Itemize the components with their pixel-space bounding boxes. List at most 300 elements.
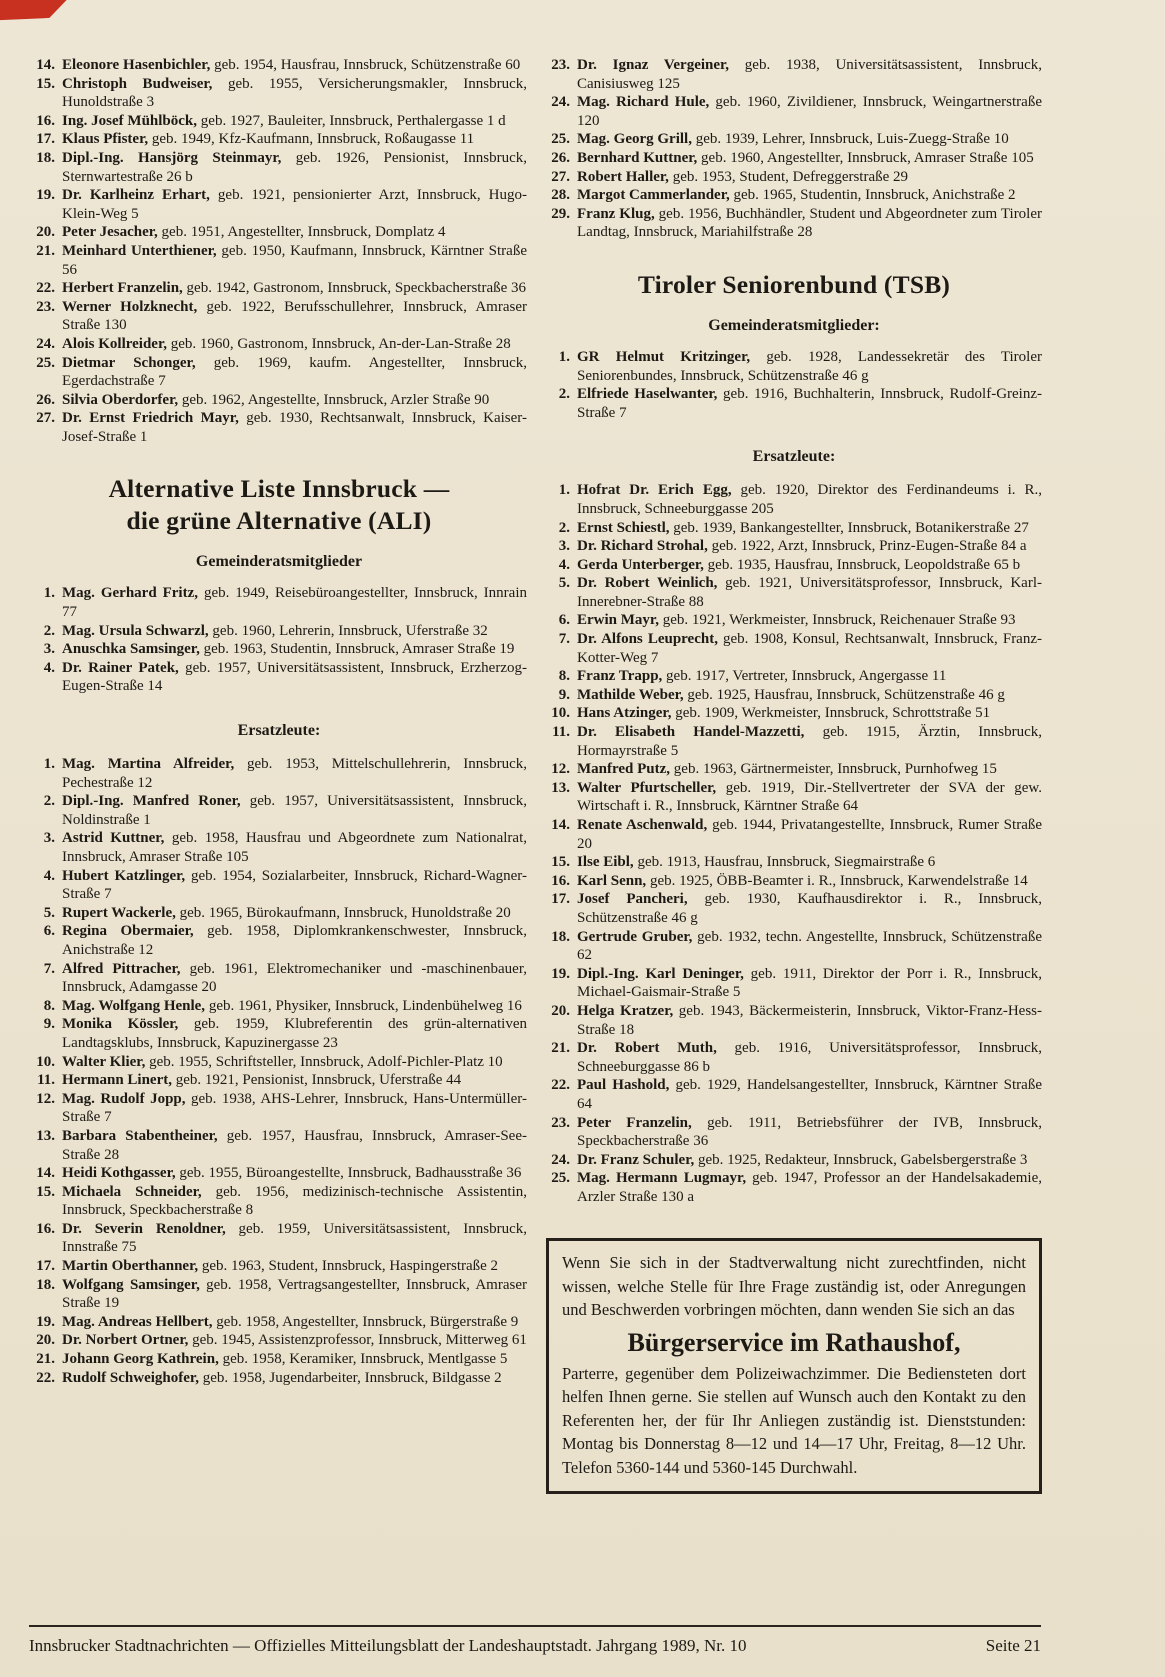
red-corner-mark [0,0,77,25]
notice-body-text: Parterre, gegenüber dem Polizeiwachzimmer. Die Bediensteten dort helfen Ihnen gerne. Sie stellen auf Wunsch auch den Kontakt zu den Referenten her, der für Ihr Anliegen zuständig ist. Dienststunden: Montag bis Donnerstag 8—12 und 14—17 Uhr, Freitag, 8—12 Uhr. Telefon 5360-144 und 5360-145 Durchwahl. [562,1363,1026,1477]
item-details: geb. 1958, Keramiker, Innsbruck, Mentlgasse 5 [218,1351,508,1368]
candidate-item [546,686,1042,705]
item-details: geb. 1959, Klubreferentin des grün-alternativen Landtagsklubs, Innsbruck, Kapuzinergasse 23 [62,1016,528,1051]
tsb-section-heading: Tiroler Seniorenbund (TSB) [637,269,951,299]
candidate-item [31,130,527,149]
candidate-item [31,1164,527,1183]
item-number: 28. [551,187,570,204]
item-number: 1. [558,348,570,365]
item-name: Paul Hashold, [577,1077,670,1094]
candidate-item [31,354,527,391]
candidate-item [31,1071,527,1090]
item-details: geb. 1921, pensionierter Arzt, Innsbruck, Hugo-Klein-Weg 5 [62,187,527,222]
item-details: geb. 1953, Student, Defreggerstraße 29 [668,168,909,185]
ali-heading-line2: die grüne Alternative (ALI) [126,506,432,536]
item-number: 29. [551,205,570,222]
candidate-item [31,867,527,904]
item-details: geb. 1915, Ärztin, Innsbruck, Hormayrstraße 5 [577,724,1042,759]
candidate-item [31,186,527,223]
item-name: Dr. Richard Strohal, [577,538,708,555]
item-details: geb. 1922, Berufsschullehrer, Innsbruck, Amraser Straße 130 [62,298,527,334]
item-details: geb. 1930, Kaufhausdirektor i. R., Innsbruck, Schützenstraße 46 g [577,891,1043,926]
candidate-item [31,1350,527,1369]
item-number: 11. [552,724,570,741]
item-name: Barbara Stabentheiner, [62,1127,218,1144]
item-name: Karl Senn, [577,872,647,889]
item-number: 23. [36,298,55,315]
candidate-item [546,168,1042,187]
notice-title: Bürgerservice im Rathaushof, [627,1327,961,1357]
item-details: geb. 1961, Physiker, Innsbruck, Lindenbühelweg 16 [205,997,522,1014]
item-name: Herbert Franzelin, [62,280,183,297]
item-details: geb. 1960, Angestellter, Innsbruck, Amraser Straße 105 [697,149,1034,166]
candidate-item [31,584,527,621]
right-column [546,56,1042,1494]
candidate-item [31,1257,527,1276]
item-details: geb. 1919, Dir.-Stellvertreter der SVA der gew. Wirtschaft i. R., Innsbruck, Kärntner Straße 64 [577,779,1042,815]
item-number: 25. [551,1170,570,1187]
candidate-item [546,56,1042,93]
item-number: 21. [36,1351,55,1368]
item-number: 26. [551,149,570,166]
item-number: 23. [551,57,570,73]
item-details: geb. 1939, Lehrer, Innsbruck, Luis-Zuegg-Straße 10 [691,131,1009,148]
item-name: Mag. Gerhard Fritz, [62,585,198,602]
item-name: Heidi Kothgasser, [62,1165,176,1182]
candidate-item [31,1331,527,1350]
item-number: 15. [36,1183,55,1200]
candidate-item [546,130,1042,149]
item-name: Dr. Karlheinz Erhart, [62,187,210,204]
tsb-members-list [546,348,1042,422]
item-details: geb. 1961, Elektromechaniker und -maschinenbauer, Innsbruck, Adamgasse 20 [62,960,527,996]
candidate-item [31,149,527,186]
item-name: Dr. Robert Weinlich, [577,575,718,592]
item-name: Dipl.-Ing. Manfred Roner, [62,793,241,810]
candidate-item [546,1151,1042,1170]
item-name: Mag. Richard Hule, [577,94,710,111]
item-details: geb. 1957, Universitätsassistent, Innsbruck, Noldinstraße 1 [62,793,527,828]
candidate-item [31,1053,527,1072]
item-number: 12. [36,1090,55,1107]
item-name: Dipl.-Ing. Karl Deninger, [577,965,744,982]
candidate-item [31,279,527,298]
candidate-item [546,853,1042,872]
candidate-item [546,760,1042,779]
item-name: Astrid Kuttner, [62,830,165,847]
item-name: Alfred Pittracher, [62,960,181,977]
item-name: Ilse Eibl, [577,854,634,871]
item-name: Peter Franzelin, [577,1114,692,1131]
item-details: geb. 1938, AHS-Lehrer, Innsbruck, Hans-Untermüller-Straße 7 [62,1090,527,1126]
item-number: 21. [36,242,55,259]
item-number: 1. [43,756,55,773]
candidate-item [546,186,1042,205]
item-name: Mag. Wolfgang Henle, [62,997,206,1014]
item-details: geb. 1962, Angestellte, Innsbruck, Arzler Straße 90 [178,391,490,408]
candidate-item [31,659,527,696]
item-number: 24. [551,94,570,111]
item-name: Walter Pfurtscheller, [577,779,717,796]
item-number: 25. [36,354,55,371]
ali-members-list [31,584,527,696]
item-number: 16. [36,112,55,129]
item-number: 13. [551,779,570,796]
item-name: Erwin Mayr, [577,612,659,629]
item-name: Hubert Katzlinger, [62,867,186,884]
item-number: 18. [551,928,570,945]
item-number: 24. [36,335,55,352]
item-details: geb. 1939, Bankangestellter, Innsbruck, Botanikerstraße 27 [669,519,1029,536]
item-number: 10. [36,1053,55,1070]
item-number: 15. [36,75,55,92]
item-name: Margot Cammerlander, [577,187,730,204]
item-details: geb. 1932, techn. Angestellte, Innsbruck, Schützenstraße 62 [577,928,1042,964]
item-details: geb. 1955, Versicherungsmakler, Innsbruck, Hunoldstraße 3 [62,75,527,111]
item-name: Monika Kössler, [62,1016,179,1033]
item-details: geb. 1917, Vertreter, Innsbruck, Angergasse 11 [662,668,947,685]
item-number: 3. [558,538,570,555]
item-details: geb. 1957, Hausfrau, Innsbruck, Amraser-See-Straße 28 [62,1127,527,1163]
item-number: 23. [551,1114,570,1131]
item-name: Franz Klug, [577,205,655,222]
item-name: Ernst Schiestl, [577,519,670,536]
item-name: GR Helmut Kritzinger, [577,348,751,365]
item-name: Martin Oberthanner, [62,1258,199,1275]
item-number: 25. [551,131,570,148]
item-details: geb. 1930, Rechtsanwalt, Innsbruck, Kaiser-Josef-Straße 1 [62,410,527,445]
page-content [31,56,1042,1494]
item-number: 22. [551,1077,570,1094]
item-number: 7. [43,960,55,977]
ali-substitutes-continued [546,56,1042,242]
candidate-item [546,611,1042,630]
item-name: Mag. Andreas Hellbert, [62,1313,213,1330]
candidate-item [546,1114,1042,1151]
candidate-item [546,93,1042,130]
item-name: Meinhard Unterthiener, [62,242,217,259]
item-name: Dr. Alfons Leuprecht, [577,631,718,648]
tsb-substitutes-heading: Ersatzleute: [752,448,836,466]
item-details: geb. 1954, Hausfrau, Innsbruck, Schützenstraße 60 [210,57,521,73]
item-name: Mathilde Weber, [577,686,684,703]
item-name: Dr. Ignaz Vergeiner, [577,57,730,73]
item-number: 27. [551,168,570,185]
item-name: Renate Aschenwald, [577,817,708,833]
item-name: Dr. Norbert Ortner, [62,1332,189,1349]
item-number: 7. [558,631,570,648]
item-details: geb. 1911, Betriebsführer der IVB, Innsbruck, Speckbacherstraße 36 [577,1114,1043,1150]
item-name: Ing. Josef Mühlböck, [62,112,198,129]
item-number: 13. [36,1127,55,1144]
item-details: geb. 1927, Bauleiter, Innsbruck, Perthalergasse 1 d [197,112,506,129]
item-details: geb. 1913, Hausfrau, Innsbruck, Siegmairstraße 6 [633,854,936,871]
candidate-item [31,960,527,997]
item-name: Hans Atzinger, [577,705,672,722]
item-details: geb. 1911, Direktor der Porr i. R., Innsbruck, Michael-Gaismair-Straße 5 [577,965,1042,1001]
candidate-item [546,205,1042,242]
item-name: Hermann Linert, [62,1072,172,1089]
item-details: geb. 1949, Kfz-Kaufmann, Innsbruck, Roßaugasse 11 [148,131,475,148]
item-number: 15. [551,854,570,871]
item-details: geb. 1925, Redakteur, Innsbruck, Gabelsbergerstraße 3 [694,1151,1028,1168]
item-details: geb. 1950, Kaufmann, Innsbruck, Kärntner Straße 56 [62,242,527,278]
item-name: Rupert Wackerle, [62,904,176,921]
item-details: geb. 1960, Gastronom, Innsbruck, An-der-Lan-Straße 28 [167,335,511,352]
candidate-item [31,1090,527,1127]
item-number: 14. [36,57,55,73]
item-name: Franz Trapp, [577,668,663,685]
candidate-item [546,574,1042,611]
item-name: Mag. Ursula Schwarzl, [62,622,209,639]
item-details: geb. 1943, Bäckermeisterin, Innsbruck, Viktor-Franz-Hess-Straße 18 [577,1002,1042,1038]
candidate-item [31,1183,527,1220]
candidate-item [546,816,1042,853]
footer-page-number: Seite 21 [985,1636,1041,1655]
item-details: geb. 1955, Büroangestellte, Innsbruck, Badhausstraße 36 [175,1165,522,1182]
item-details: geb. 1951, Angestellter, Innsbruck, Domplatz 4 [157,224,446,241]
item-details: geb. 1956, medizinisch-technische Assistentin, Innsbruck, Speckbacherstraße 8 [62,1183,527,1219]
footer-imprint: Innsbrucker Stadtnachrichten — Offizielles Mitteilungsblatt der Landeshauptstadt. Jahrgang 1989, Nr. 10 [29,1636,747,1655]
item-name: Manfred Putz, [577,761,671,778]
item-details: geb. 1953, Mittelschullehrerin, Innsbruck, Pechestraße 12 [62,756,527,791]
item-name: Hofrat Dr. Erich Egg, [577,482,732,499]
item-name: Robert Haller, [577,168,669,185]
candidate-item [546,1169,1042,1206]
item-details: geb. 1935, Hausfrau, Innsbruck, Leopoldstraße 65 b [703,556,1021,573]
item-number: 21. [551,1040,570,1057]
candidate-item [31,75,527,112]
item-details: geb. 1908, Konsul, Rechtsanwalt, Innsbruck, Franz-Kotter-Weg 7 [577,631,1042,666]
item-number: 18. [36,1276,55,1293]
candidate-item [546,723,1042,760]
ali-substitutes-heading: Ersatzleute: [237,722,321,740]
candidate-item [546,556,1042,575]
item-name: Dipl.-Ing. Hansjörg Steinmayr, [62,149,282,166]
item-name: Eleonore Hasenbichler, [62,57,211,73]
item-details: geb. 1955, Schriftsteller, Innsbruck, Adolf-Pichler-Platz 10 [145,1053,503,1070]
item-details: geb. 1925, Hausfrau, Innsbruck, Schützenstraße 46 g [683,686,1005,703]
ali-heading-line1: Alternative Liste Innsbruck — [108,474,450,504]
notice-intro-text: Wenn Sie sich in der Stadtverwaltung nicht zurechtfinden, nicht wissen, welche Stelle für Ihre Frage zuständig ist, oder Anregungen und Beschwerden vorbringen möchten, dann wenden Sie sich an das [562,1253,1026,1320]
candidate-item [31,335,527,354]
item-details: geb. 1938, Universitätsassistent, Innsbruck, Canisiusweg 125 [577,57,1042,92]
item-details: geb. 1921, Werkmeister, Innsbruck, Reichenauer Straße 93 [658,612,1016,629]
item-number: 6. [43,923,55,940]
item-name: Peter Jesacher, [62,224,158,241]
item-number: 5. [43,904,55,921]
item-details: geb. 1947, Professor an der Handelsakademie, Arzler Straße 130 a [577,1170,1043,1205]
candidate-item [31,922,527,959]
item-name: Rudolf Schweighofer, [62,1369,199,1386]
candidate-item [31,1220,527,1257]
candidate-item [31,1313,527,1332]
item-number: 2. [558,519,570,536]
candidate-list-continued [31,56,527,446]
candidate-item [31,792,527,829]
candidate-item [546,1002,1042,1039]
item-details: geb. 1959, Universitätsassistent, Innsbruck, Innstraße 75 [62,1220,527,1256]
item-number: 22. [36,1369,55,1386]
item-name: Anuschka Samsinger, [62,641,200,658]
item-details: geb. 1958, Jugendarbeiter, Innsbruck, Bildgasse 2 [198,1369,502,1386]
item-details: geb. 1960, Zivildiener, Innsbruck, Weingartnerstraße 120 [577,94,1042,129]
tsb-substitutes-list [546,481,1042,1206]
candidate-item [31,298,527,335]
item-details: geb. 1949, Reisebüroangestellter, Innsbruck, Innrain 77 [62,585,527,621]
item-number: 18. [36,149,55,166]
item-name: Gerda Unterberger, [577,556,704,573]
candidate-item [31,1015,527,1052]
item-number: 8. [43,997,55,1014]
candidate-item [31,755,527,792]
item-number: 20. [36,1332,55,1349]
candidate-item [546,704,1042,723]
candidate-item [31,242,527,279]
candidate-item [31,1127,527,1164]
item-number: 6. [558,612,570,629]
candidate-item [546,928,1042,965]
item-details: geb. 1916, Buchhalterin, Innsbruck, Rudolf-Greinz-Straße 7 [577,386,1042,421]
item-details: geb. 1963, Gärtnermeister, Innsbruck, Purnhofweg 15 [670,761,997,778]
item-name: Werner Holzknecht, [62,298,198,315]
candidate-item [31,997,527,1016]
item-details: geb. 1965, Bürokaufmann, Innsbruck, Hunoldstraße 20 [175,904,511,921]
item-number: 1. [43,585,55,602]
candidate-item [546,890,1042,927]
item-name: Dietmar Schonger, [62,354,196,371]
item-name: Elfriede Haselwanter, [577,386,718,403]
candidate-item [31,1369,527,1388]
item-details: geb. 1921, Pensionist, Innsbruck, Uferstraße 44 [172,1072,462,1089]
item-details: geb. 1958, Hausfrau und Abgeordnete zum Nationalrat, Innsbruck, Amraser Straße 105 [62,830,527,865]
item-details: geb. 1921, Universitätsprofessor, Innsbruck, Karl-Innerebner-Straße 88 [577,575,1042,610]
item-name: Mag. Georg Grill, [577,131,692,148]
item-name: Christoph Budweiser, [62,75,213,92]
item-name: Mag. Hermann Lugmayr, [577,1170,747,1187]
item-number: 19. [36,187,55,204]
candidate-item [31,622,527,641]
item-details: geb. 1928, Landessekretär des Tiroler Seniorenbundes, Innsbruck, Schützenstraße 46 g [577,348,1042,384]
item-details: geb. 1958, Angestellter, Innsbruck, Bürgerstraße 9 [212,1313,519,1330]
item-details: geb. 1958, Diplomkrankenschwester, Innsbruck, Anichstraße 12 [62,923,527,958]
item-number: 2. [558,386,570,403]
candidate-item [546,779,1042,816]
item-number: 3. [43,830,55,847]
candidate-item [546,149,1042,168]
candidate-item [31,640,527,659]
item-number: 14. [36,1165,55,1182]
candidate-item [546,667,1042,686]
ali-members-heading: Gemeinderatsmitglieder [195,553,363,571]
candidate-item [546,1039,1042,1076]
item-number: 17. [36,131,55,148]
item-number: 5. [558,575,570,592]
item-details: geb. 1909, Werkmeister, Innsbruck, Schrottstraße 51 [671,705,991,722]
item-number: 20. [551,1002,570,1019]
item-details: geb. 1963, Studentin, Innsbruck, Amraser Straße 19 [199,641,515,658]
item-number: 2. [43,793,55,810]
item-number: 16. [36,1220,55,1237]
item-number: 19. [36,1313,55,1330]
item-number: 9. [43,1016,55,1033]
item-number: 2. [43,622,55,639]
candidate-item [546,965,1042,1002]
item-number: 16. [551,872,570,889]
item-name: Michaela Schneider, [62,1183,202,1200]
item-details: geb. 1944, Privatangestellte, Innsbruck, Rumer Straße 20 [577,817,1043,852]
buergerservice-notice-box [546,1238,1042,1494]
item-details: geb. 1942, Gastronom, Innsbruck, Speckbacherstraße 36 [182,280,527,297]
item-name: Johann Georg Kathrein, [62,1351,219,1368]
item-number: 17. [551,891,570,908]
candidate-item [546,1076,1042,1113]
item-number: 4. [558,556,570,573]
candidate-item [31,391,527,410]
tsb-members-heading: Gemeinderatsmitglieder: [708,316,880,334]
item-details: geb. 1958, Vertragsangestellter, Innsbruck, Amraser Straße 19 [62,1276,527,1312]
item-name: Dr. Rainer Patek, [62,659,179,676]
item-details: geb. 1965, Studentin, Innsbruck, Anichstraße 2 [729,187,1016,204]
item-number: 1. [558,482,570,499]
item-number: 3. [43,641,55,658]
item-details: geb. 1954, Sozialarbeiter, Innsbruck, Richard-Wagner-Straße 7 [62,867,527,903]
item-name: Walter Klier, [62,1053,146,1070]
item-details: geb. 1960, Lehrerin, Innsbruck, Uferstraße 32 [208,622,488,639]
candidate-item [31,409,527,446]
candidate-item [31,112,527,131]
item-number: 19. [551,965,570,982]
item-number: 17. [36,1258,55,1275]
candidate-item [31,829,527,866]
left-column [31,56,527,1494]
item-name: Wolfgang Samsinger, [62,1276,200,1293]
item-name: Klaus Pfister, [62,131,149,148]
item-name: Bernhard Kuttner, [577,149,698,166]
candidate-item [546,519,1042,538]
item-name: Gertrude Gruber, [577,928,693,945]
item-name: Regina Obermaier, [62,923,194,940]
item-name: Mag. Martina Alfreider, [62,756,235,773]
item-number: 26. [36,391,55,408]
candidate-item [31,904,527,923]
item-number: 4. [43,867,55,884]
item-name: Dr. Ernst Friedrich Mayr, [62,410,239,427]
candidate-item [546,537,1042,556]
item-name: Silvia Oberdorfer, [62,391,179,408]
item-details: geb. 1969, kaufm. Angestellter, Innsbruck, Egerdachstraße 7 [62,354,527,390]
item-number: 10. [551,705,570,722]
candidate-item [546,481,1042,518]
ali-section-heading [31,473,527,537]
candidate-item [546,385,1042,422]
item-details: geb. 1926, Pensionist, Innsbruck, Sternwartestraße 26 b [62,149,527,185]
item-details: geb. 1925, ÖBB-Beamter i. R., Innsbruck, Karwendelstraße 14 [646,872,1028,889]
item-details: geb. 1957, Universitätsassistent, Innsbruck, Erzherzog-Eugen-Straße 14 [62,659,527,695]
item-name: Josef Pancheri, [577,891,688,908]
item-details: geb. 1963, Student, Innsbruck, Haspingerstraße 2 [198,1258,499,1275]
item-name: Helga Kratzer, [577,1002,674,1019]
item-number: 22. [36,280,55,297]
item-number: 20. [36,224,55,241]
item-number: 24. [551,1151,570,1168]
item-name: Dr. Severin Renoldner, [62,1220,226,1237]
candidate-item [31,223,527,242]
item-number: 12. [551,761,570,778]
item-details: geb. 1956, Buchhändler, Student und Abgeordneter zum Tiroler Landtag, Innsbruck, Mariahilfstraße 28 [577,205,1043,241]
item-number: 11. [37,1072,55,1089]
item-details: geb. 1916, Universitätsprofessor, Innsbruck, Schneeburggasse 86 b [577,1040,1042,1075]
